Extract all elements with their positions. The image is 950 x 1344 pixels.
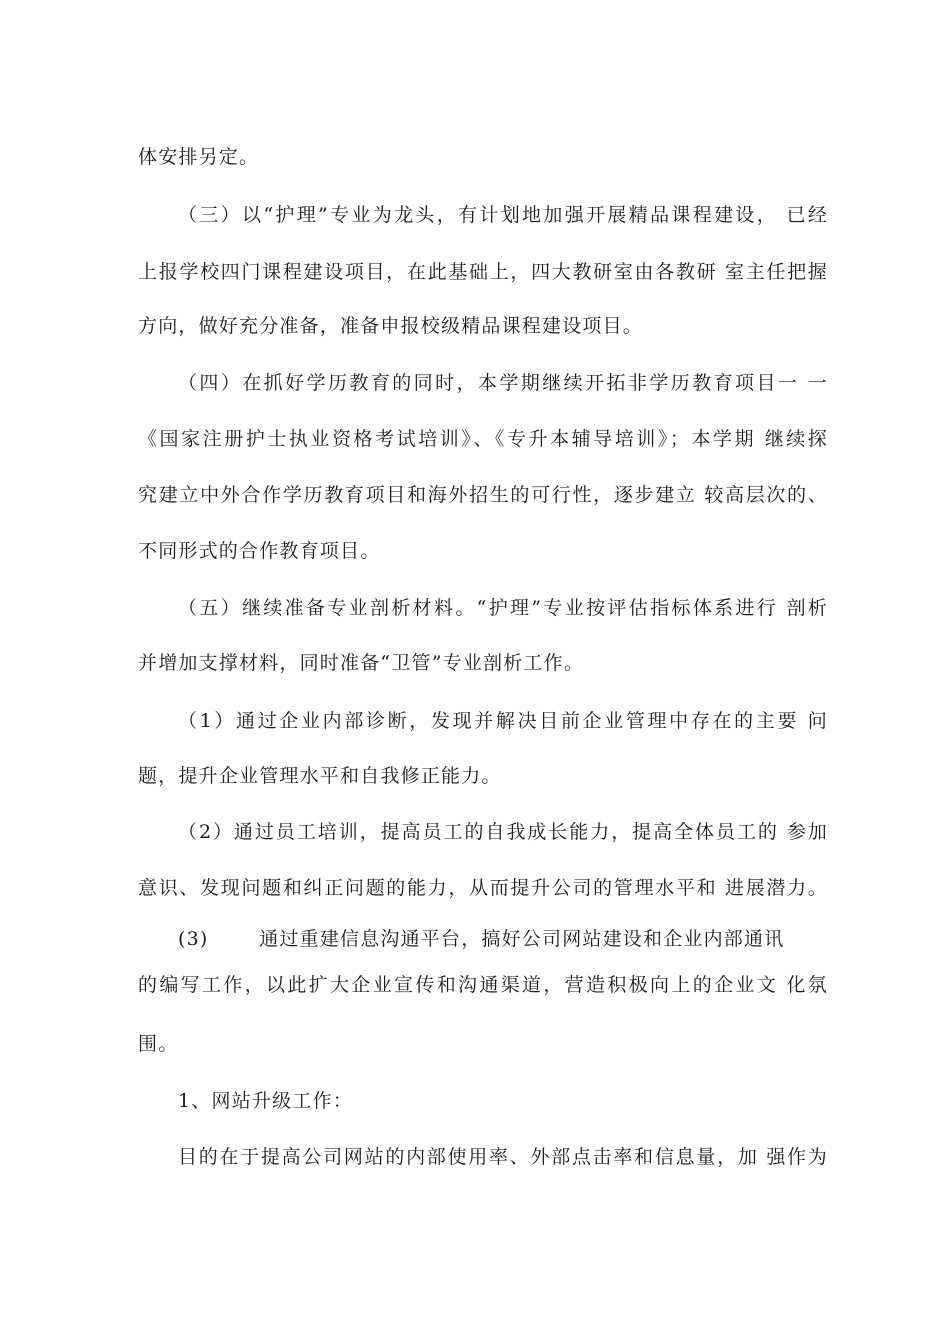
text-line-9: （五）继续准备专业剖析材料。“护理”专业按评估指标体系进行 剖析 [178, 597, 828, 619]
text-line-1: 体安排另定。 [138, 146, 260, 168]
text-line-5: （四）在抓好学历教育的同时，本学期继续开拓非学历教育项目一 一 [178, 372, 828, 394]
text-line-10: 并增加支撑材料，同时准备“卫管”专业剖析工作。 [138, 652, 585, 674]
text-line-17: 围。 [138, 1033, 179, 1055]
text-line-19: 目的在于提高公司网站的内部使用率、外部点击率和信息量，加 强作为 [178, 1146, 828, 1168]
text-line-8: 不同形式的合作教育项目。 [138, 540, 381, 562]
text-line-7: 究建立中外合作学历教育项目和海外招生的可行性，逐步建立 较高层次的、 [138, 484, 828, 506]
text-line-4: 方向，做好充分准备，准备申报校级精品课程建设项目。 [138, 315, 644, 337]
text-line-16: 的编写工作，以此扩大企业宣传和沟通渠道，营造积极向上的企业文 化氛 [138, 974, 828, 996]
text-line-3: 上报学校四门课程建设项目，在此基础上，四大教研室由各教研 室主任把握 [138, 261, 828, 283]
text-line-2: （三）以“护理”专业为龙头，有计划地加强开展精品课程建设， 已经 [178, 204, 828, 226]
text-line-6: 《国家注册护士执业资格考试培训》、《专升本辅导培训》；本学期 继续探 [138, 428, 828, 450]
text-line-13: （2）通过员工培训，提高员工的自我成长能力，提高全体员工的 参加 [178, 821, 828, 843]
text-line-15: (3) 通过重建信息沟通平台，搞好公司网站建设和企业内部通讯 [178, 928, 785, 950]
text-line-11: （1）通过企业内部诊断，发现并解决目前企业管理中存在的主要 问 [178, 710, 828, 732]
text-line-18: 1、网站升级工作： [178, 1090, 353, 1112]
text-line-12: 题，提升企业管理水平和自我修正能力。 [138, 765, 502, 787]
text-line-14: 意识、发现问题和纠正问题的能力，从而提升公司的管理水平和 进展潜力。 [138, 877, 828, 899]
